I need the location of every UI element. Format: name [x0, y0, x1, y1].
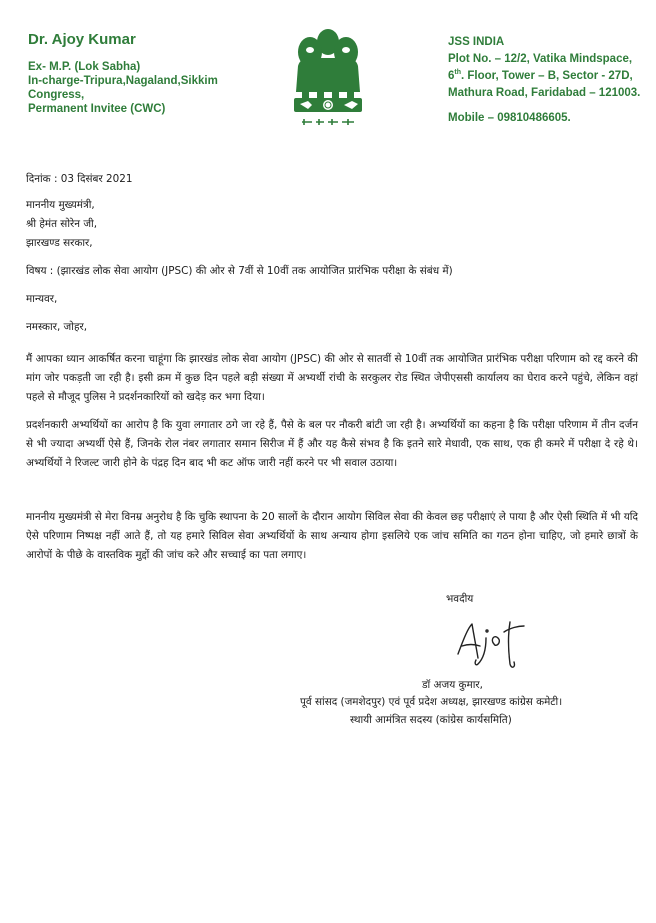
address-line-1: Plot No. – 12/2, Vatika Mindspace,: [448, 53, 633, 65]
letter-closing: भवदीय: [446, 593, 474, 605]
letterhead-left: [28, 30, 258, 116]
signer-title-2: स्थायी आमंत्रित सदस्य (कांग्रेस कार्यसमिति): [350, 714, 512, 726]
address-line-2: [448, 68, 648, 85]
floor-number: 6: [448, 70, 455, 82]
signer-name: डॉ अजय कुमार,: [422, 679, 483, 691]
recipient-line-1: माननीय मुख्यमंत्री,: [26, 199, 95, 211]
sender-designation-4: Permanent Invitee (CWC): [28, 103, 166, 115]
recipient-line-2: श्री हेमंत सोरेन जी,: [26, 218, 98, 230]
letter-subject: विषय : (झारखंड लोक सेवा आयोग (JPSC) की ओर से 7वीं से 10वीं तक आयोजित प्रारंभिक परीक्षा के संबंध में): [26, 265, 453, 277]
sender-designation-2: In-charge-Tripura,Nagaland,Sikkim: [28, 75, 218, 87]
recipient-block: [26, 196, 638, 253]
handwritten-signature: [450, 614, 530, 672]
organization-name: JSS INDIA: [448, 36, 505, 48]
letterhead-right: [448, 34, 648, 127]
paragraph-1: मैं आपका ध्यान आकर्षित करना चाहूंगा कि झारखंड लोक सेवा आयोग (JPSC) की ओर से सातवीं से 10वीं तक आयोजित प्रारंभिक परीक्षा परिणाम को रद्द करने की मांग जोर पकड़ती जा रही है। इसी क्रम में कुछ दिन पहले बड़ी संख्या में अभ्यर्थी रांची के सरकुलर रोड स्थित जेपीएससी कार्यालय का घेराव करने पहुंचे, लेकिन वहां पहले से मौजूद पुलिस ने प्रदर्शनकारियों को खदेड़ कर भगा दिया।: [26, 353, 638, 403]
sender-name: Dr. Ajoy Kumar: [28, 31, 136, 48]
letter-date: दिनांक : 03 दिसंबर 2021: [26, 173, 133, 185]
sender-designation-1: Ex- M.P. (Lok Sabha): [28, 61, 141, 73]
sender-designation-3: Congress,: [28, 89, 85, 101]
address-line-2-rest: . Floor, Tower – B, Sector - 27D,: [461, 70, 633, 82]
address-line-3: Mathura Road, Faridabad – 121003.: [448, 87, 641, 99]
letter-salutation: मान्यवर,: [26, 293, 58, 305]
paragraph-3: माननीय मुख्यमंत्री से मेरा विनम्र अनुरोध है कि चुकि स्थापना के 20 सालों के दौरान आयोग सिविल सेवा की केवल छह परीक्षाएं ले पाया है और ऐसी स्थिति में भी यदि ऐसे परिणाम निष्पक्ष नहीं आते हैं, तो यह हमारे सिविल सेवा अभ्यर्थियों के साथ अन्याय होगा इसलिये एक जांच समिति का गठन होना चाहिए, जो हमारे छात्रों के आरोपों के पीछे के वास्तविक मुद्दों की जांच करे और सच्चाई का पता लगाए।: [26, 511, 638, 561]
mobile-number: Mobile – 09810486605.: [448, 112, 571, 124]
recipient-line-3: झारखण्ड सरकार,: [26, 237, 93, 249]
floor-suffix: th: [454, 69, 462, 77]
signer-title-1: पूर्व सांसद (जमशेदपुर) एवं पूर्व प्रदेश अध्यक्ष, झारखण्ड कांग्रेस कमेटी।: [300, 696, 563, 708]
letter-greeting: नमस्कार, जोहर,: [26, 321, 88, 333]
state-emblem-icon: [286, 22, 370, 134]
paragraph-2: प्रदर्शनकारी अभ्यर्थियों का आरोप है कि युवा लगातार ठगे जा रहे हैं, पैसे के बल पर नौकरी बांटी जा रही है। अभ्यर्थियों का कहना है कि परीक्षा परिणाम में तीन दर्जन से भी ज्यादा अभ्यर्थी ऐसे हैं, जिनके रोल नंबर लगातार समान सिरीज में हैं और यह कैसे संभव है कि इतने सारे मेधावी, एक साथ, एक ही कमरे में परीक्षा दे रहे थे। अभ्यर्थियों ने रिजल्ट जारी होने के पंद्रह दिन बाद भी कट ऑफ जारी नहीं करने पर भी सवाल उठाया।: [26, 419, 638, 469]
